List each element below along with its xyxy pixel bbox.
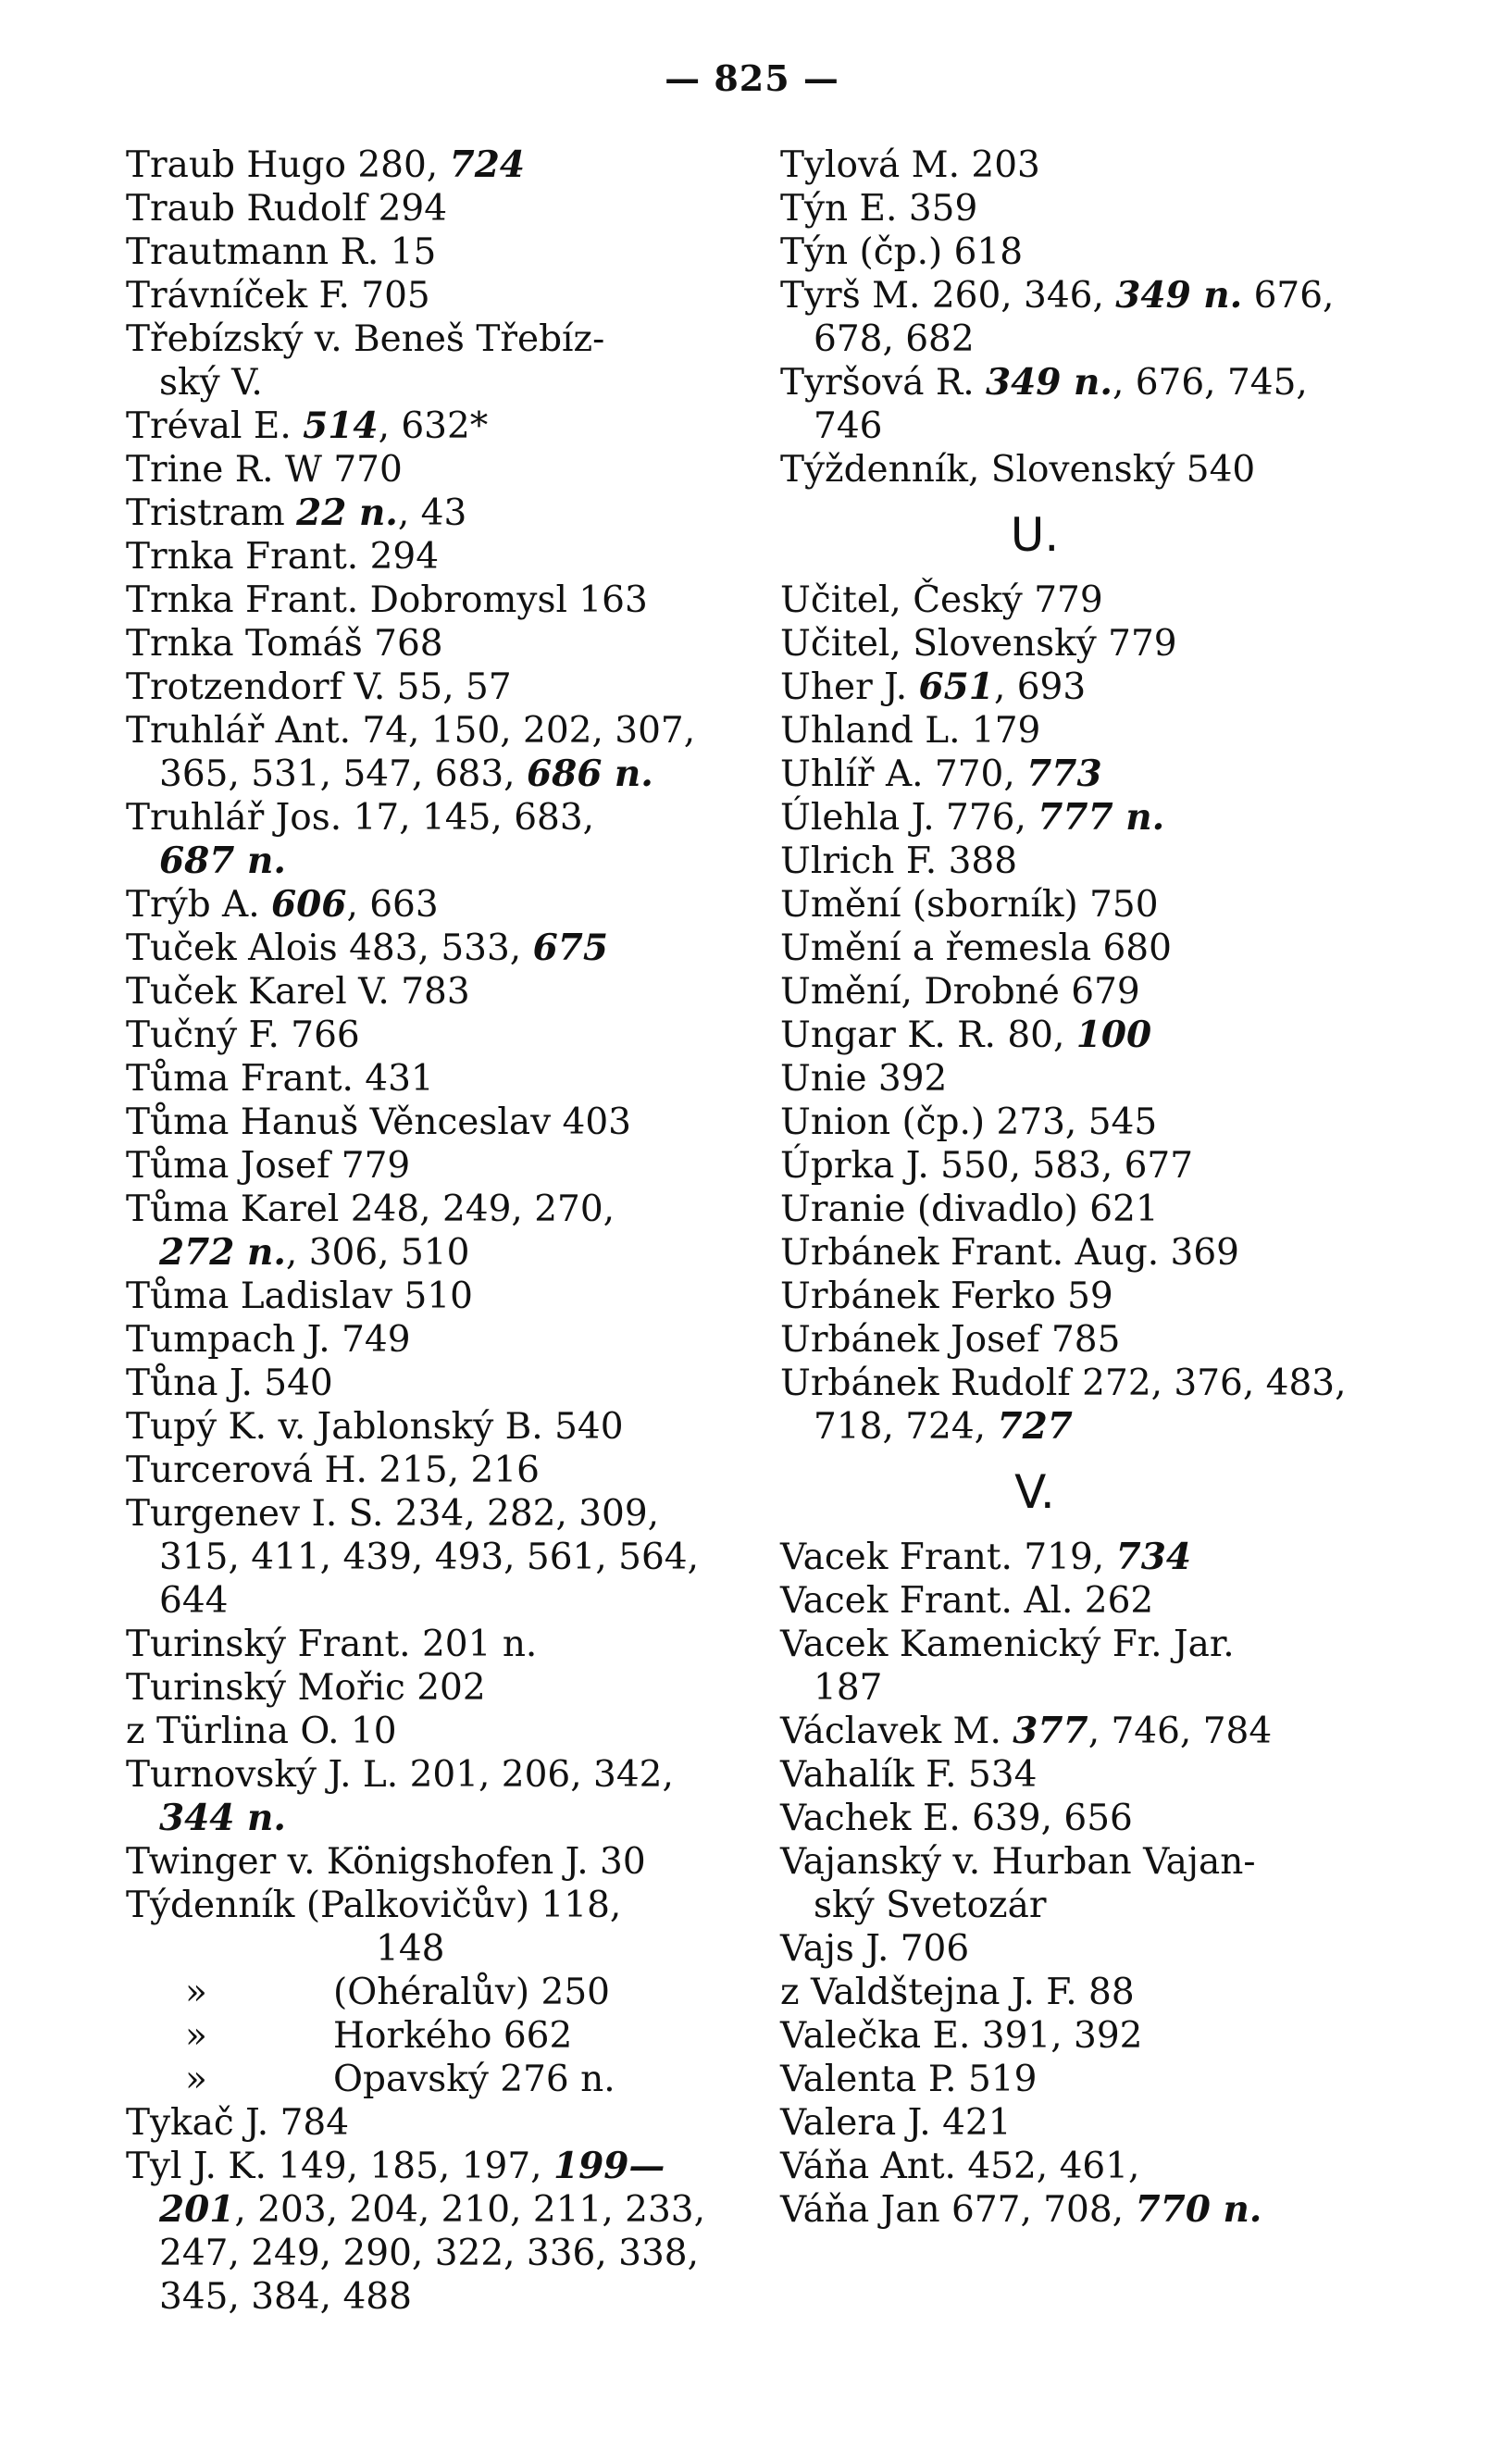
entry-text: Turcerová H. 215, 216 (126, 1450, 540, 1491)
entry-page-italic: 201 (159, 2188, 235, 2231)
index-entry (780, 579, 1391, 622)
index-entry (126, 709, 727, 753)
index-entry (126, 970, 727, 1014)
index-entry (126, 579, 727, 622)
index-entry (126, 1536, 727, 1579)
entry-text: Ungar K. R. 80, (780, 1014, 1076, 1056)
entry-text: Trine R. W 770 (126, 449, 403, 491)
index-entry (126, 448, 727, 492)
index-entry (126, 1449, 727, 1492)
index-entry (126, 1144, 727, 1188)
index-entry (780, 1623, 1391, 1666)
index-entry (126, 1797, 727, 1840)
index-entry (780, 2101, 1391, 2145)
entry-text: Tůma Karel 248, 249, 270, (126, 1188, 615, 1230)
index-entry (126, 2232, 727, 2275)
entry-text: 247, 249, 290, 322, 336, 338, (159, 2233, 700, 2274)
entry-page-italic: 651 (918, 666, 994, 708)
entry-text: Tyl J. K. 149, 185, 197, (126, 2146, 553, 2187)
entry-text: Úprka J. 550, 583, 677 (780, 1145, 1194, 1187)
index-column-right (780, 143, 1391, 2232)
index-entry (126, 1275, 727, 1318)
index-entry (780, 1927, 1391, 1971)
index-entry (126, 187, 727, 230)
index-entry (126, 1927, 727, 1971)
index-entry (780, 1057, 1391, 1101)
entry-page-italic: 349 n. (1115, 274, 1243, 317)
entry-text: 187 (814, 1667, 883, 1709)
index-entry (126, 1840, 727, 1884)
entry-text: Valera J. 421 (780, 2102, 1012, 2144)
entry-text: Union (čp.) 273, 545 (780, 1101, 1158, 1143)
index-entry (126, 753, 727, 796)
entry-text: Tumpach J. 749 (126, 1319, 411, 1361)
section-heading: V. (1014, 1465, 1055, 1519)
entry-text: Umění (sborník) 750 (780, 884, 1159, 926)
entry-text: Trnka Frant. Dobromysl 163 (126, 579, 648, 621)
index-entry (780, 187, 1391, 230)
entry-text: Trautmann R. 15 (126, 231, 437, 273)
index-entry (780, 2014, 1391, 2058)
entry-text: Truhlář Jos. 17, 145, 683, (126, 797, 595, 839)
index-entry (126, 1666, 727, 1710)
entry-text: Tůna J. 540 (126, 1363, 333, 1404)
index-entry (780, 448, 1391, 492)
entry-text: Tupý K. v. Jablonský B. 540 (126, 1406, 624, 1448)
index-entry (126, 1014, 727, 1057)
entry-text: Uhland L. 179 (780, 710, 1041, 752)
entry-text: Valenta P. 519 (780, 2059, 1038, 2100)
entry-pages-tail: , 203, 204, 210, 211, 233, (234, 2189, 705, 2231)
entry-text: Turnovský J. L. 201, 206, 342, (126, 1754, 674, 1796)
index-column-left (126, 143, 727, 2319)
entry-text: Týn (čp.) 618 (780, 231, 1024, 273)
index-entry (780, 2188, 1391, 2232)
index-entry (126, 1101, 727, 1144)
entry-page-italic: 606 (271, 883, 347, 926)
index-entry (780, 1536, 1391, 1579)
entry-page-italic: 199— (553, 2145, 665, 2187)
index-entry (780, 1101, 1391, 1144)
index-entry (780, 840, 1391, 883)
index-entry (126, 492, 727, 535)
entry-pages-tail: 676, (1242, 275, 1335, 317)
index-entry (126, 840, 727, 883)
index-entry (780, 1840, 1391, 1884)
index-entry (126, 883, 727, 927)
entry-text: Václavek M. (780, 1711, 1013, 1752)
index-entry (780, 1710, 1391, 1753)
index-entry (780, 1144, 1391, 1188)
entry-pages-tail: , 663 (346, 884, 439, 926)
index-entry (126, 361, 727, 404)
entry-page-italic: 675 (532, 927, 608, 969)
entry-text: Tůma Josef 779 (126, 1145, 411, 1187)
index-entry (126, 622, 727, 666)
entry-text: Urbánek Frant. Aug. 369 (780, 1232, 1239, 1274)
entry-text: Uhlíř A. 770, (780, 753, 1027, 795)
entry-text: 746 (814, 405, 883, 447)
entry-page-italic: 727 (997, 1405, 1073, 1448)
entry-page-italic: 773 (1026, 753, 1102, 795)
entry-text: Horkého 662 (333, 2015, 573, 2057)
index-entry (126, 666, 727, 709)
entry-pages-tail: , 746, 784 (1088, 1711, 1273, 1752)
index-entry (780, 796, 1391, 840)
section-heading: U. (1010, 508, 1060, 562)
entry-text: Urbánek Josef 785 (780, 1319, 1121, 1361)
entry-text: Učitel, Slovenský 779 (780, 623, 1177, 665)
index-entry (126, 1231, 727, 1275)
index-entry (780, 883, 1391, 927)
index-entry (126, 2058, 727, 2101)
entry-text: 365, 531, 547, 683, (159, 753, 527, 795)
entry-text: Vahalík F. 534 (780, 1754, 1038, 1796)
entry-page-italic: 377 (1013, 1710, 1088, 1752)
entry-text: Uranie (divadlo) 621 (780, 1188, 1159, 1230)
index-entry (126, 1971, 727, 2014)
entry-text: Trýb A. (126, 884, 272, 926)
entry-pages-tail: , 676, 745, (1112, 362, 1308, 404)
entry-text: Turinský Frant. 201 n. (126, 1624, 538, 1665)
entry-text: Třebízský v. Beneš Třebíz- (126, 318, 605, 360)
entry-text: Umění a řemesla 680 (780, 927, 1172, 969)
page-number: — 825 — (665, 57, 839, 99)
index-entry (780, 1405, 1391, 1449)
entry-text: Traub Hugo 280, (126, 144, 450, 186)
entry-page-italic: 724 (449, 143, 526, 186)
entry-text: (Ohéralův) 250 (333, 1972, 610, 2013)
index-entry (780, 1362, 1391, 1405)
index-entry (780, 666, 1391, 709)
entry-text: Unie 392 (780, 1058, 948, 1100)
entry-pages-tail: , 632* (378, 405, 489, 447)
entry-page-italic: 22 n. (296, 492, 398, 534)
entry-text: Urbánek Rudolf 272, 376, 483, (780, 1363, 1347, 1404)
entry-text: Turinský Mořic 202 (126, 1667, 486, 1709)
index-entry (126, 1188, 727, 1231)
index-entry (780, 1275, 1391, 1318)
entry-text: Týn E. 359 (780, 188, 978, 230)
index-entry (780, 927, 1391, 970)
entry-text: Tykač J. 784 (126, 2102, 350, 2144)
entry-page-italic: 272 n. (159, 1231, 286, 1274)
entry-page-italic: 777 n. (1038, 796, 1165, 839)
ditto-mark: » (185, 2015, 207, 2057)
entry-text: Tristram (126, 492, 297, 534)
index-entry (780, 274, 1391, 317)
entry-page-italic: 734 (1115, 1536, 1191, 1578)
entry-pages-tail: , 306, 510 (285, 1232, 470, 1274)
index-entry (126, 796, 727, 840)
index-entry (126, 2188, 727, 2232)
entry-text: z Valdštejna J. F. 88 (780, 1972, 1135, 2013)
entry-text: Vajanský v. Hurban Vajan- (780, 1841, 1256, 1883)
entry-text: Týždenník, Slovenský 540 (780, 449, 1256, 491)
entry-text: Tyršová R. (780, 362, 987, 404)
index-entry (780, 230, 1391, 274)
entry-text: Tuček Alois 483, 533, (126, 927, 533, 969)
entry-text: z Türlina O. 10 (126, 1711, 397, 1752)
index-entry (780, 622, 1391, 666)
entry-text: Tylová M. 203 (780, 144, 1040, 186)
entry-text: Týdenník (Palkovičův) 118, (126, 1885, 622, 1926)
entry-text: 345, 384, 488 (159, 2276, 412, 2318)
entry-text: Trnka Frant. 294 (126, 536, 440, 578)
index-entry (126, 230, 727, 274)
entry-text: ský Svetozár (814, 1885, 1047, 1926)
index-entry (126, 404, 727, 448)
index-entry (126, 274, 727, 317)
entry-text: Trnka Tomáš 768 (126, 623, 443, 665)
entry-page-italic: 100 (1075, 1014, 1152, 1056)
index-entry (780, 1971, 1391, 2014)
entry-text: 644 (159, 1580, 229, 1622)
entry-page-italic: 686 n. (526, 753, 653, 795)
index-entry (780, 970, 1391, 1014)
entry-text: Valečka E. 391, 392 (780, 2015, 1143, 2057)
entry-text: 148 (376, 1928, 445, 1970)
index-entry (126, 1579, 727, 1623)
entry-page-italic: 687 n. (159, 840, 286, 882)
index-entry (126, 2275, 727, 2319)
index-entry (780, 317, 1391, 361)
entry-text: Traub Rudolf 294 (126, 188, 448, 230)
index-entry (780, 2145, 1391, 2188)
entry-page-italic: 344 n. (159, 1797, 286, 1839)
index-entry (126, 1710, 727, 1753)
index-entry (780, 143, 1391, 187)
index-entry (780, 1797, 1391, 1840)
index-entry (126, 2145, 727, 2188)
entry-page-italic: 770 n. (1135, 2188, 1262, 2231)
index-entry (780, 404, 1391, 448)
entry-text: Urbánek Ferko 59 (780, 1276, 1113, 1317)
index-entry (780, 1884, 1391, 1927)
index-entry (780, 709, 1391, 753)
entry-text: Twinger v. Königshofen J. 30 (126, 1841, 646, 1883)
entry-text: Úlehla J. 776, (780, 797, 1038, 839)
entry-text: ský V. (159, 362, 263, 404)
index-entry (780, 1318, 1391, 1362)
index-entry (780, 1014, 1391, 1057)
index-entry (126, 2101, 727, 2145)
entry-text: Tyrš M. 260, 346, (780, 275, 1116, 317)
entry-text: Uher J. (780, 666, 919, 708)
entry-text: Umění, Drobné 679 (780, 971, 1140, 1013)
index-entry (126, 1318, 727, 1362)
index-entry (126, 2014, 727, 2058)
index-entry (780, 753, 1391, 796)
entry-pages-tail: , 43 (397, 492, 467, 534)
index-entry (126, 1057, 727, 1101)
entry-text: Tuček Karel V. 783 (126, 971, 470, 1013)
entry-text: Vacek Frant. Al. 262 (780, 1580, 1154, 1622)
entry-text: Vacek Kamenický Fr. Jar. (780, 1624, 1235, 1665)
entry-page-italic: 514 (303, 404, 379, 447)
index-entry (126, 535, 727, 579)
index-entry (780, 1579, 1391, 1623)
index-entry (780, 1666, 1391, 1710)
index-entry (126, 1405, 727, 1449)
entry-text: Tůma Frant. 431 (126, 1058, 434, 1100)
entry-text: Tůma Ladislav 510 (126, 1276, 473, 1317)
entry-text: Trotzendorf V. 55, 57 (126, 666, 512, 708)
index-entry (126, 1884, 727, 1927)
entry-text: Váňa Jan 677, 708, (780, 2189, 1136, 2231)
index-entry (126, 1492, 727, 1536)
ditto-mark: » (185, 1972, 207, 2013)
index-entry (780, 361, 1391, 404)
index-entry (126, 317, 727, 361)
entry-text: Učitel, Český 779 (780, 579, 1103, 621)
index-entry (780, 1188, 1391, 1231)
entry-page-italic: 349 n. (986, 361, 1112, 404)
entry-text: Vachek E. 639, 656 (780, 1798, 1133, 1839)
entry-text: Vacek Frant. 719, (780, 1537, 1116, 1578)
entry-text: 678, 682 (814, 318, 975, 360)
entry-text: Ulrich F. 388 (780, 840, 1018, 882)
index-entry (126, 1362, 727, 1405)
index-entry (126, 1753, 727, 1797)
entry-text: Opavský 276 n. (333, 2059, 615, 2100)
index-entry (126, 927, 727, 970)
entry-pages-tail: , 693 (993, 666, 1087, 708)
index-entry (126, 143, 727, 187)
entry-text: Tréval E. (126, 405, 304, 447)
entry-text: Tůma Hanuš Věnceslav 403 (126, 1101, 631, 1143)
entry-text: Tučný F. 766 (126, 1014, 360, 1056)
entry-text: 718, 724, (814, 1406, 998, 1448)
entry-text: Truhlář Ant. 74, 150, 202, 307, (126, 710, 696, 752)
index-entry (126, 1623, 727, 1666)
index-entry (780, 2058, 1391, 2101)
entry-text: Vajs J. 706 (780, 1928, 970, 1970)
entry-text: Váňa Ant. 452, 461, (780, 2146, 1140, 2187)
index-entry (780, 1753, 1391, 1797)
entry-text: 315, 411, 439, 493, 561, 564, (159, 1537, 700, 1578)
entry-text: Turgenev I. S. 234, 282, 309, (126, 1493, 660, 1535)
index-entry (780, 1231, 1391, 1275)
ditto-mark: » (185, 2059, 207, 2100)
entry-text: Trávníček F. 705 (126, 275, 430, 317)
